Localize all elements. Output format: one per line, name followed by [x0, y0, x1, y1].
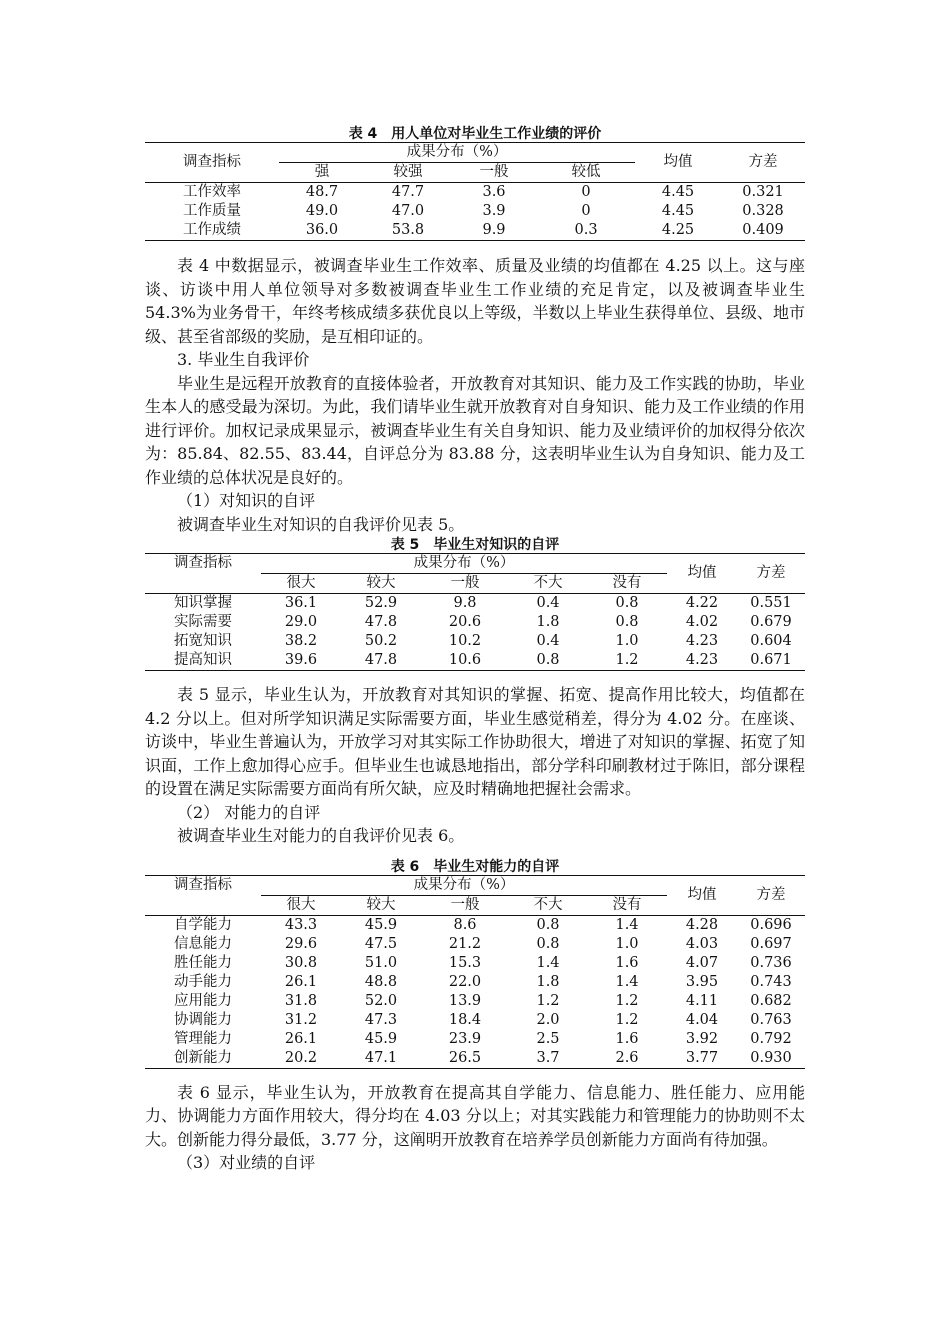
table-cell: 1.4 [615, 973, 639, 990]
table6-header-var: 方差 [737, 875, 805, 915]
table-cell: 1.4 [587, 915, 667, 935]
table-cell: 47.0 [391, 203, 425, 219]
table-cell: 1.0 [615, 935, 639, 952]
table-cell: 0.930 [737, 1049, 805, 1069]
table-cell: 48.7 [279, 183, 365, 203]
table-cell: 2.0 [536, 1011, 560, 1028]
table-cell: 38.2 [284, 633, 318, 649]
table-cell: 10.2 [448, 633, 482, 649]
table-cell: 20.6 [448, 614, 482, 630]
paragraph-table6-analysis: 表 6 显示，毕业生认为，开放教育在提高其自学能力、信息能力、胜任能力、应用能力、协调能力方面作用较大，得分均在 4.03 分以上；对其实践能力和管理能力的协助则不太大。创新能力得分最低，3.77 分，这阐明开放教育在培养学员创新能力方面尚有待加强。 [145, 1082, 805, 1149]
table-cell: 0.328 [742, 203, 784, 219]
table-cell: 信息能力 [174, 935, 232, 952]
table-cell: 0.8 [536, 935, 560, 952]
table-cell: 20.2 [261, 1049, 341, 1069]
table-row [145, 202, 805, 221]
table-cell: 协调能力 [174, 1011, 232, 1028]
table-cell: 4.28 [667, 915, 737, 935]
table6-header-indicator: 调查指标 [145, 875, 261, 915]
table5-sub-header: 一般 [421, 574, 509, 594]
table-cell: 39.6 [261, 651, 341, 671]
table-row [145, 992, 805, 1011]
table-cell: 52.0 [364, 992, 398, 1009]
table-cell: 提高知识 [145, 651, 261, 671]
table-cell: 0.736 [750, 954, 792, 971]
table-cell: 23.9 [448, 1030, 482, 1047]
table-cell: 18.4 [448, 1011, 482, 1028]
table4-caption: 表 4 用人单位对毕业生工作业绩的评价 [348, 126, 602, 142]
table5-header-dist: 成果分布（%） [261, 554, 667, 574]
table-cell: 4.45 [635, 183, 721, 203]
table-cell: 0.4 [509, 594, 587, 614]
table-cell: 0.743 [750, 973, 792, 990]
table-cell: 51.0 [364, 954, 398, 971]
table-cell: 45.9 [364, 1030, 398, 1047]
table-row [145, 935, 805, 954]
table-cell: 22.0 [448, 973, 482, 990]
table-cell: 4.22 [667, 594, 737, 614]
table-cell: 4.23 [685, 633, 719, 649]
table-cell: 1.6 [615, 954, 639, 971]
table-cell: 50.2 [364, 633, 398, 649]
table-cell: 4.23 [667, 651, 737, 671]
table4-sub-header: 较强 [365, 163, 451, 183]
table-cell: 4.03 [685, 935, 719, 952]
table-cell: 1.2 [615, 1011, 639, 1028]
table-cell: 31.8 [284, 992, 318, 1009]
table-cell: 拓宽知识 [174, 633, 232, 649]
table-cell: 9.8 [421, 594, 509, 614]
table-cell: 31.2 [284, 1011, 318, 1028]
table-cell: 3.9 [482, 203, 506, 219]
table6-sub-header: 没有 [587, 895, 667, 915]
table-cell: 0.792 [750, 1030, 792, 1047]
table-cell: 3.95 [685, 973, 719, 990]
table-cell: 0.697 [750, 935, 792, 952]
paragraph-table5-analysis: 表 5 显示，毕业生认为，开放教育对其知识的掌握、拓宽、提高作用比较大，均值都在 4.2 分以上。但对所学知识满足实际需要方面，毕业生感觉稍差，得分为 4.02 分。在座谈、访谈中，毕业生普遍认为，开放学习对其实际工作协助很大，增进了对知识的掌握、拓宽了知识面，工作上愈加得心应手。但毕业生也诚恳地指出，部分学科印刷教材过于陈旧，部分课程的设置在满足实际需要方面尚有所欠缺，应及时精确地把握社会需求。 [145, 685, 805, 798]
table-cell: 29.0 [284, 614, 318, 630]
table5-sub-header: 较大 [341, 574, 421, 594]
table4 [145, 142, 805, 241]
table5-sub-header: 不大 [509, 574, 587, 594]
table-row [145, 1030, 805, 1049]
table-cell: 1.0 [615, 633, 639, 649]
table6-sub-header: 较大 [341, 895, 421, 915]
table-cell: 1.2 [587, 651, 667, 671]
table-cell: 47.5 [364, 935, 398, 952]
table6-header-dist: 成果分布（%） [261, 875, 667, 895]
table6 [145, 875, 805, 1069]
table-cell: 4.04 [685, 1011, 719, 1028]
table-cell: 0.321 [721, 183, 805, 203]
table-cell: 15.3 [448, 954, 482, 971]
table-cell: 工作成绩 [145, 221, 279, 241]
table-cell: 30.8 [284, 954, 318, 971]
table-row [145, 973, 805, 992]
table-cell: 工作效率 [145, 183, 279, 203]
page [145, 0, 805, 1175]
table-cell: 0.3 [537, 221, 635, 241]
table-cell: 9.9 [451, 221, 537, 241]
table-cell: 1.8 [536, 973, 560, 990]
table-cell: 0 [581, 203, 591, 219]
table4-header-indicator: 调查指标 [145, 143, 279, 183]
table6-sub-header: 不大 [509, 895, 587, 915]
table-row [145, 632, 805, 651]
subheading-knowledge: （1）对知识的自评 [177, 491, 316, 510]
table-cell: 2.5 [536, 1030, 560, 1047]
table-cell: 26.1 [284, 973, 318, 990]
table-cell: 工作质量 [183, 203, 241, 219]
table-cell: 3.7 [509, 1049, 587, 1069]
table-cell: 0.4 [536, 633, 560, 649]
table-cell: 29.6 [284, 935, 318, 952]
table-row [145, 613, 805, 632]
table-cell: 47.3 [364, 1011, 398, 1028]
paragraph-table6-intro: 被调查毕业生对能力的自我评价见表 6。 [177, 826, 465, 845]
table4-header-mean: 均值 [635, 143, 721, 183]
table-cell: 47.8 [364, 614, 398, 630]
table-cell: 47.1 [341, 1049, 421, 1069]
table-cell: 0.679 [750, 614, 792, 630]
table-cell: 0.409 [721, 221, 805, 241]
table-cell: 创新能力 [145, 1049, 261, 1069]
table-cell: 4.45 [661, 203, 695, 219]
table-row [145, 651, 805, 671]
table4-sub-header: 一般 [451, 163, 537, 183]
table-cell: 3.6 [451, 183, 537, 203]
table-cell: 1.8 [536, 614, 560, 630]
table-cell: 0.763 [750, 1011, 792, 1028]
table4-header-var: 方差 [721, 143, 805, 183]
table-row [145, 1049, 805, 1069]
table-cell: 10.6 [421, 651, 509, 671]
subheading-ability: （2） 对能力的自评 [177, 802, 321, 822]
table-cell: 47.8 [341, 651, 421, 671]
table-cell: 0.8 [587, 594, 667, 614]
table-cell: 0.682 [750, 992, 792, 1009]
subheading-performance: （3）对业绩的自评 [177, 1153, 316, 1172]
table-row [145, 594, 805, 614]
table-cell: 4.07 [685, 954, 719, 971]
table-cell: 1.2 [536, 992, 560, 1009]
table-cell: 13.9 [448, 992, 482, 1009]
table6-sub-header: 很大 [261, 895, 341, 915]
table5-header-mean: 均值 [667, 554, 737, 594]
table6-sub-header: 一般 [421, 895, 509, 915]
table-cell: 0.8 [509, 915, 587, 935]
table-row [145, 1011, 805, 1030]
table5-caption: 表 5 毕业生对知识的自评 [390, 537, 560, 553]
table-cell: 自学能力 [145, 915, 261, 935]
table6-caption: 表 6 毕业生对能力的自评 [390, 858, 560, 875]
table-cell: 36.0 [279, 221, 365, 241]
table5 [145, 553, 805, 671]
table-cell: 47.7 [365, 183, 451, 203]
table-cell: 48.8 [364, 973, 398, 990]
table-cell: 1.2 [615, 992, 639, 1009]
table-cell: 4.02 [685, 614, 719, 630]
table-cell: 26.1 [284, 1030, 318, 1047]
table-cell: 0.8 [509, 651, 587, 671]
paragraph-table5-intro: 被调查毕业生对知识的自我评价见表 5。 [177, 514, 465, 534]
table-cell: 0.551 [737, 594, 805, 614]
table5-sub-header: 没有 [587, 574, 667, 594]
table-cell: 3.77 [667, 1049, 737, 1069]
table-cell: 26.5 [421, 1049, 509, 1069]
table-cell: 43.3 [261, 915, 341, 935]
table5-header-indicator: 调查指标 [145, 554, 261, 594]
table-cell: 0.696 [737, 915, 805, 935]
table5-header-var: 方差 [737, 554, 805, 594]
table-cell: 0.604 [750, 633, 792, 649]
table-cell: 49.0 [305, 203, 339, 219]
table4-header-dist: 成果分布（%） [279, 143, 635, 163]
table-cell: 管理能力 [174, 1030, 232, 1047]
table5-sub-header: 很大 [261, 574, 341, 594]
table-cell: 45.9 [341, 915, 421, 935]
table-row [145, 915, 805, 935]
table-cell: 3.92 [685, 1030, 719, 1047]
table-row [145, 221, 805, 241]
paragraph-self-eval: 毕业生是远程开放教育的直接体验者，开放教育对其知识、能力及工作实践的协助，毕业生本人的感受最为深切。为此，我们请毕业生就开放教育对自身知识、能力及工作业绩的作用进行评价。加权记录成果显示，被调查毕业生有关自身知识、能力及业绩评价的加权得分依次为：85.84、82.55、83.44，自评总分为 83.88 分，这表明毕业生认为自身知识、能力及工作业绩的总体状况是良好的。 [145, 373, 805, 487]
table-row [145, 954, 805, 973]
table-cell: 1.4 [536, 954, 560, 971]
table-cell: 胜任能力 [174, 954, 232, 971]
table-cell: 53.8 [365, 221, 451, 241]
table-cell: 8.6 [421, 915, 509, 935]
table-row [145, 183, 805, 203]
table-cell: 1.6 [615, 1030, 639, 1047]
table-cell: 21.2 [448, 935, 482, 952]
table-cell: 知识掌握 [145, 594, 261, 614]
table-cell: 2.6 [587, 1049, 667, 1069]
section-heading-self-eval: 3. 毕业生自我评价 [177, 350, 310, 369]
table-cell: 4.25 [635, 221, 721, 241]
table4-sub-header: 强 [279, 163, 365, 183]
table-cell: 0.671 [737, 651, 805, 671]
paragraph-table4-analysis: 表 4 中数据显示，被调查毕业生工作效率、质量及业绩的均值都在 4.25 以上。这与座谈、访谈中用人单位领导对多数被调查毕业生工作业绩的充足肯定，以及被调查毕业生 54.3%为业务骨干，年终考核成绩多获优良以上等级，半数以上毕业生获得单位、县级、地市级、甚至省部级的奖励，是互相印证的。 [145, 256, 805, 346]
table-cell: 52.9 [341, 594, 421, 614]
table-cell: 4.11 [685, 992, 719, 1009]
table-cell: 实际需要 [174, 614, 232, 630]
table-cell: 36.1 [261, 594, 341, 614]
table4-sub-header: 较低 [537, 163, 635, 183]
table-cell: 0 [537, 183, 635, 203]
table-cell: 0.8 [615, 614, 639, 630]
table6-header-mean: 均值 [667, 875, 737, 915]
table-cell: 动手能力 [174, 973, 232, 990]
table-cell: 应用能力 [174, 992, 232, 1009]
